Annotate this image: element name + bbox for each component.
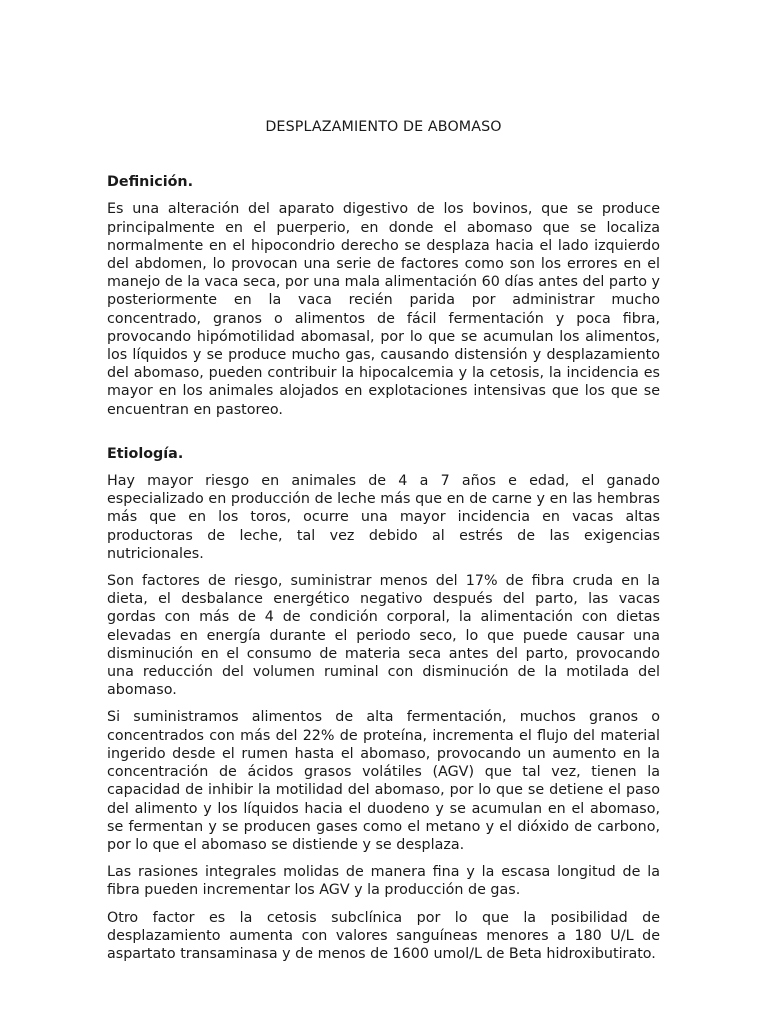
section-etiologia [107,445,660,963]
paragraph: Las rasiones integrales molidas de manera fina y la escasa longitud de la fibra pueden incrementar los AGV y la producción de gas. [107,864,660,899]
document-title: DESPLAZAMIENTO DE ABOMASO [265,119,502,135]
paragraph: Hay mayor riesgo en animales de 4 a 7 años e edad, el ganado especializado en producción de leche más que en de carne y en las hembras más que en los toros, ocurre una mayor incidencia en vacas altas productoras de leche, tal vez debido al estrés de las exigencias nutricionales. [107,473,660,562]
paragraph: Es una alteración del aparato digestivo de los bovinos, que se produce principalmente en el puerperio, en donde el abomaso que se localiza normalmente en el hipocondrio derecho se desplaza hacia el lado izquierdo del abdomen, lo provocan una serie de factores como son los errores en el manejo de la vaca seca, por una mala alimentación 60 días antes del parto y posteriormente en la vaca recién parida por administrar mucho concentrado, granos o alimentos de fácil fermentación y poca fibra, provocando hipómotilidad abomasal, por lo que se acumulan los alimentos, los líquidos y se produce mucho gas, causando distensión y desplazamiento del abomaso, pueden contribuir la hipocalcemia y la cetosis, la incidencia es mayor en los animales alojados en explotaciones intensivas que los que se encuentran en pastoreo. [107,201,660,418]
section-heading: Etiología. [107,445,184,462]
paragraph: Si suministramos alimentos de alta fermentación, muchos granos o concentrados con más del 22% de proteína, incrementa el flujo del material ingerido desde el rumen hasta el abomaso, provocando un aumento en la concentración de ácidos grasos volátiles (AGV) que tal vez, tienen la capacidad de inhibir la motilidad del abomaso, por lo que se detiene el paso del alimento y los líquidos hacia el duodeno y se acumulan en el abomaso, se fermentan y se producen gases como el metano y el dióxido de carbono, por lo que el abomaso se distiende y se desplaza. [107,709,660,853]
section-definicion [107,173,660,419]
paragraph: Son factores de riesgo, suministrar menos del 17% de fibra cruda en la dieta, el desbalance energético negativo después del parto, las vacas gordas con más de 4 de condición corporal, la alimentación con dietas elevadas en energía durante el periodo seco, lo que puede causar una disminución en el consumo de materia seca antes del parto, provocando una reducción del volumen ruminal con disminución de la motilada del abomaso. [107,573,660,699]
section-heading: Definición. [107,174,194,191]
paragraph: Otro factor es la cetosis subclínica por lo que la posibilidad de desplazamiento aumenta con valores sanguíneas menores a 180 U/L de aspartato transaminasa y de menos de 1600 umol/L de Beta hidroxibutirato. [107,909,660,962]
document-body [107,118,660,972]
